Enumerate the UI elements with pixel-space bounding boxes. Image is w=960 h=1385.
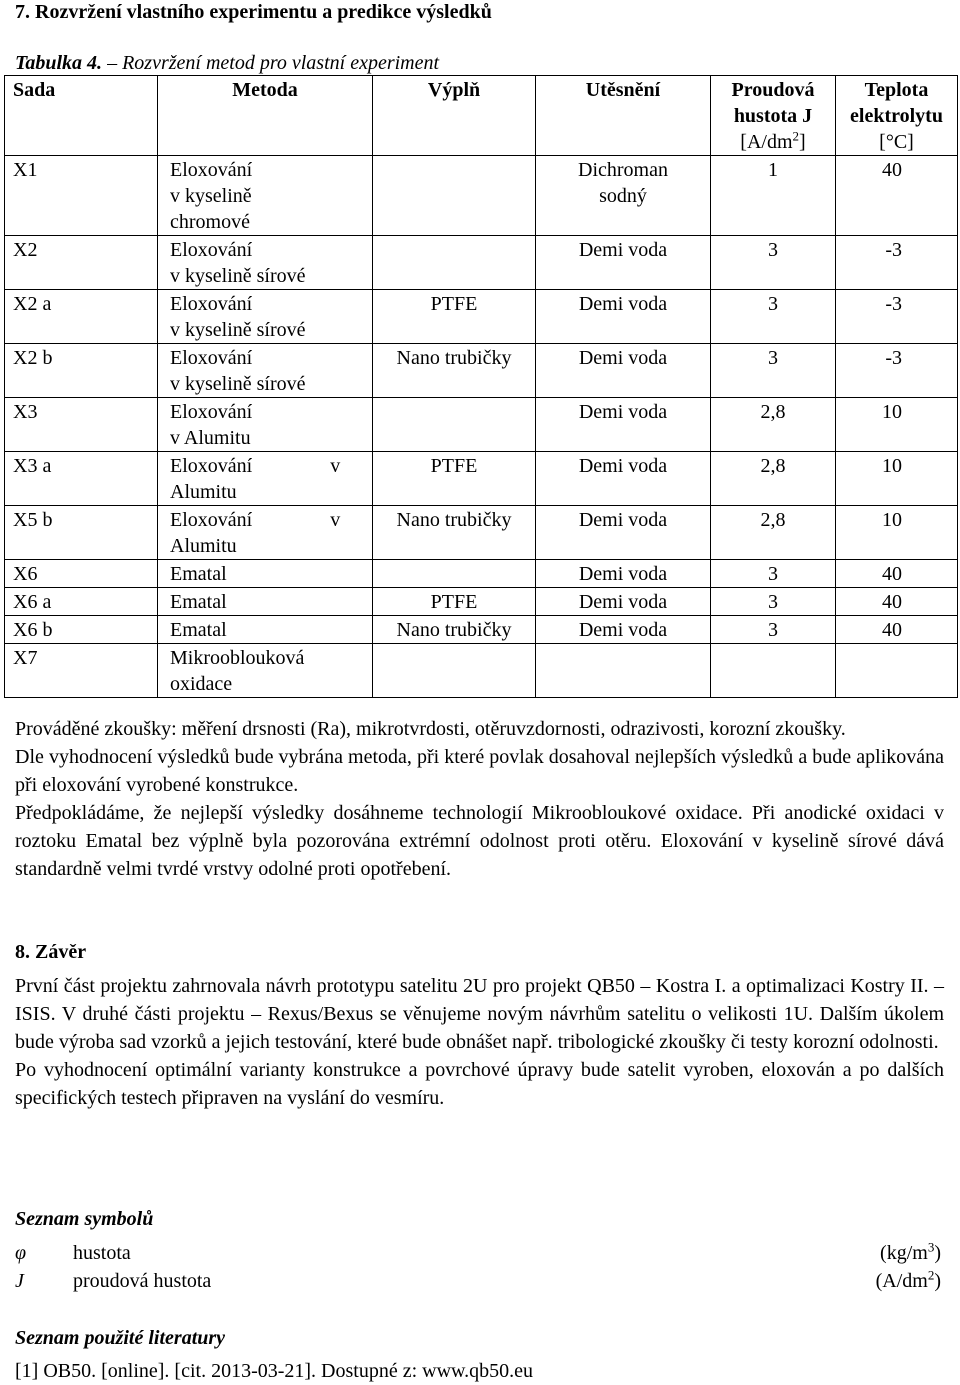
- cell-utesneni: [536, 616, 711, 644]
- cell-j-text: 2,8: [760, 455, 786, 477]
- cell-sada: [5, 616, 158, 644]
- cell-teplota: [836, 644, 958, 698]
- cell-sada: [5, 344, 158, 398]
- table-caption: [15, 51, 439, 75]
- header-vypln: Výplň: [373, 76, 536, 156]
- cell-utesneni: [536, 290, 711, 344]
- cell-metoda: [158, 644, 373, 698]
- cell-teplota: [836, 344, 958, 398]
- cell-sada: [5, 560, 158, 588]
- cell-utesneni: [536, 560, 711, 588]
- table-row: [5, 156, 958, 236]
- cell-proudova-hustota: [711, 344, 836, 398]
- table-caption-label: Tabulka 4.: [15, 52, 103, 74]
- cell-t-text: -3: [885, 239, 902, 261]
- header-teplota-unit: [°C]: [879, 131, 914, 153]
- cell-proudova-hustota: [711, 616, 836, 644]
- cell-metoda-text: v kyselině sírové: [170, 265, 306, 287]
- cell-utesneni-text: Dichroman: [578, 159, 668, 181]
- table-row: [5, 236, 958, 290]
- cell-j-text: 2,8: [760, 509, 786, 531]
- cell-utesneni-text: Demi voda: [578, 619, 668, 641]
- table-row: [5, 398, 958, 452]
- cell-vypln: [373, 560, 536, 588]
- paragraph-conclusion-1: První část projektu zahrnovala návrh prototypu satelitu 2U pro projekt QB50 – Kostra I. a optimalizaci Kostry II. – ISIS. V druhé části projektu – Rexus/Bexus se věnujeme novým návrhům satelitu o velikosti 1U. Dalším úkolem bude výroba sad vzorků a jejich testování, které bude obnášet např. tribologické zkoušky či testy korozní odolnosti.: [15, 975, 944, 1053]
- cell-t-text: 40: [882, 591, 902, 613]
- cell-sada-text: X1: [13, 159, 38, 181]
- cell-vypln: [373, 452, 536, 506]
- cell-metoda-text: v: [330, 455, 341, 477]
- cell-metoda-text: Ematal: [170, 591, 227, 613]
- cell-j-text: 3: [768, 347, 778, 369]
- table-row: [5, 588, 958, 616]
- paragraph-evaluation: Dle vyhodnocení výsledků bude vybrána metoda, při které povlak dosahoval nejlepších výsledků a bude aplikována při eloxování vyrobené konstrukce.: [15, 746, 944, 796]
- cell-metoda: [158, 588, 373, 616]
- symbol-char: φ: [15, 1242, 27, 1264]
- table-caption-text: – Rozvržení metod pro vlastní experiment: [102, 52, 440, 74]
- cell-metoda-text: v Alumitu: [170, 427, 251, 449]
- cell-proudova-hustota: [711, 398, 836, 452]
- cell-metoda-text: Eloxování: [170, 509, 253, 531]
- cell-proudova-hustota: [711, 156, 836, 236]
- cell-proudova-hustota: [711, 236, 836, 290]
- cell-sada: [5, 644, 158, 698]
- cell-metoda-text: v kyselině sírové: [170, 373, 306, 395]
- header-teplota-line1: Teplota: [864, 79, 929, 101]
- table-row: [5, 452, 958, 506]
- cell-proudova-hustota: [711, 588, 836, 616]
- cell-metoda-text: Alumitu: [170, 481, 237, 503]
- cell-metoda-text: Eloxování: [170, 159, 253, 181]
- cell-vypln: [373, 616, 536, 644]
- header-teplota-line2: elektrolytu: [850, 105, 943, 127]
- cell-utesneni-text: Demi voda: [578, 509, 668, 531]
- header-proudova-line2: hustota J: [733, 105, 813, 127]
- cell-vypln: [373, 506, 536, 560]
- cell-metoda: [158, 452, 373, 506]
- header-proudova-unit: $[A/dm^2]$: [740, 128, 806, 153]
- cell-t-text: -3: [885, 347, 902, 369]
- symbol-name: hustota: [73, 1242, 131, 1264]
- cell-proudova-hustota: [711, 644, 836, 698]
- cell-utesneni-text: sodný: [599, 185, 647, 207]
- cell-utesneni-text: Demi voda: [578, 401, 668, 423]
- cell-j-text: 3: [768, 619, 778, 641]
- cell-metoda-text: Eloxování: [170, 455, 253, 477]
- cell-teplota: [836, 236, 958, 290]
- paragraph-prediction: Předpokládáme, že nejlepší výsledky dosáhneme technologií Mikroobloukové oxidace. Při anodické oxidaci v roztoku Ematal bez výplně byla pozorována extrémní odolnost proti otěru. Eloxování v kyselině sírové dává standardně velmi tvrdé vrstvy odolné proti opotřebení.: [15, 802, 944, 880]
- cell-t-text: 10: [882, 455, 902, 477]
- cell-sada-text: X3: [13, 401, 38, 423]
- cell-vypln: [373, 236, 536, 290]
- cell-vypln: [373, 344, 536, 398]
- cell-metoda: [158, 236, 373, 290]
- cell-metoda: [158, 156, 373, 236]
- cell-sada: [5, 398, 158, 452]
- cell-metoda-text: Eloxování: [170, 347, 253, 369]
- symbol-row: [15, 1267, 941, 1295]
- table-row: [5, 560, 958, 588]
- cell-utesneni: [536, 452, 711, 506]
- cell-metoda: [158, 560, 373, 588]
- cell-j-text: 3: [768, 591, 778, 613]
- cell-t-text: 10: [882, 401, 902, 423]
- cell-metoda-line: [170, 453, 372, 479]
- cell-metoda-text: oxidace: [170, 673, 233, 695]
- table-row: [5, 644, 958, 698]
- cell-vypln-text: Nano trubičky: [396, 509, 512, 531]
- header-proudova-hustota: [711, 76, 836, 156]
- cell-metoda-text: v kyselině sírové: [170, 319, 306, 341]
- cell-metoda-text: Mikrooblouková: [170, 647, 305, 669]
- cell-metoda-text: Eloxování: [170, 293, 253, 315]
- cell-metoda-text: Alumitu: [170, 535, 237, 557]
- literature-heading: Seznam použité literatury: [15, 1327, 226, 1349]
- cell-vypln: [373, 398, 536, 452]
- table-row: [5, 616, 958, 644]
- cell-t-text: 10: [882, 509, 902, 531]
- cell-metoda-line: [170, 507, 372, 533]
- cell-teplota: [836, 588, 958, 616]
- cell-metoda: [158, 398, 373, 452]
- header-teplota: [836, 76, 958, 156]
- cell-proudova-hustota: [711, 452, 836, 506]
- section-8-heading: 8. Závěr: [15, 941, 87, 963]
- cell-metoda: [158, 290, 373, 344]
- symbol-unit: $(kg/m^3)$: [880, 1239, 941, 1264]
- table-row: [5, 344, 958, 398]
- cell-utesneni-text: Demi voda: [578, 563, 668, 585]
- cell-t-text: 40: [882, 563, 902, 585]
- cell-proudova-hustota: [711, 560, 836, 588]
- reference-item: [1] OB50. [online]. [cit. 2013-03-21]. Dostupné z: www.qb50.eu: [15, 1360, 534, 1382]
- cell-utesneni: [536, 506, 711, 560]
- symbol-name: proudová hustota: [73, 1270, 212, 1292]
- cell-t-text: 40: [882, 619, 902, 641]
- cell-sada-text: X6 a: [13, 591, 52, 613]
- cell-sada-text: X5 b: [13, 509, 53, 531]
- cell-proudova-hustota: [711, 506, 836, 560]
- cell-vypln: [373, 290, 536, 344]
- paragraph-conclusion-2: Po vyhodnocení optimální varianty konstrukce a povrchové úpravy bude satelit vyroben, eloxován a po dalších specifických testech připraven na vyslání do vesmíru.: [15, 1059, 944, 1109]
- section-7-text: [15, 715, 944, 883]
- cell-sada-text: X2 a: [13, 293, 52, 315]
- cell-t-text: -3: [885, 293, 902, 315]
- cell-teplota: [836, 560, 958, 588]
- cell-sada-text: X2: [13, 239, 38, 261]
- cell-utesneni-text: Demi voda: [578, 239, 668, 261]
- cell-proudova-hustota: [711, 290, 836, 344]
- cell-utesneni: [536, 644, 711, 698]
- cell-sada-text: X6: [13, 563, 38, 585]
- cell-teplota: [836, 506, 958, 560]
- cell-t-text: 40: [882, 159, 902, 181]
- cell-metoda: [158, 506, 373, 560]
- table-header-row: [5, 76, 958, 156]
- cell-metoda-text: Eloxování: [170, 401, 253, 423]
- cell-vypln-text: PTFE: [430, 293, 478, 315]
- table-row: [5, 506, 958, 560]
- symbols-heading: Seznam symbolů: [15, 1208, 154, 1230]
- cell-utesneni: [536, 398, 711, 452]
- cell-metoda-text: Ematal: [170, 563, 227, 585]
- cell-sada-text: X3 a: [13, 455, 52, 477]
- section-8-text: [15, 972, 944, 1112]
- cell-metoda-text: v kyselině: [170, 185, 252, 207]
- paragraph-tests: Prováděné zkoušky: měření drsnosti (Ra), mikrotvrdosti, otěruvzdornosti, odrazivosti, korozní zkoušky.: [15, 718, 846, 740]
- cell-utesneni-text: Demi voda: [578, 347, 668, 369]
- cell-utesneni: [536, 588, 711, 616]
- cell-utesneni: [536, 236, 711, 290]
- header-metoda: Metoda: [158, 76, 373, 156]
- cell-utesneni-text: Demi voda: [578, 455, 668, 477]
- cell-teplota: [836, 616, 958, 644]
- header-utesneni: Utěsnění: [536, 76, 711, 156]
- header-proudova-line1: Proudová: [731, 79, 815, 101]
- cell-vypln: [373, 644, 536, 698]
- cell-sada: [5, 452, 158, 506]
- symbol-row: [15, 1239, 941, 1267]
- cell-vypln-text: PTFE: [430, 455, 478, 477]
- cell-sada: [5, 290, 158, 344]
- cell-metoda-text: Ematal: [170, 619, 227, 641]
- cell-utesneni-text: Demi voda: [578, 293, 668, 315]
- cell-sada-text: X6 b: [13, 619, 53, 641]
- cell-sada: [5, 506, 158, 560]
- section-7-heading: 7. Rozvržení vlastního experimentu a predikce výsledků: [15, 1, 492, 23]
- cell-j-text: 2,8: [760, 401, 786, 423]
- cell-j-text: 3: [768, 239, 778, 261]
- cell-sada-text: X7: [13, 647, 38, 669]
- cell-j-text: 1: [768, 159, 778, 181]
- cell-metoda: [158, 616, 373, 644]
- cell-sada: [5, 156, 158, 236]
- cell-vypln: [373, 588, 536, 616]
- cell-vypln-text: Nano trubičky: [396, 619, 512, 641]
- cell-teplota: [836, 290, 958, 344]
- table-row: [5, 290, 958, 344]
- cell-j-text: 3: [768, 293, 778, 315]
- cell-vypln-text: PTFE: [430, 591, 478, 613]
- symbol-char: J: [15, 1270, 24, 1292]
- cell-sada: [5, 588, 158, 616]
- cell-teplota: [836, 452, 958, 506]
- cell-sada-text: X2 b: [13, 347, 53, 369]
- cell-teplota: [836, 156, 958, 236]
- cell-metoda: [158, 344, 373, 398]
- symbol-unit: $(A/dm^2)$: [875, 1267, 941, 1292]
- cell-metoda-text: chromové: [170, 211, 250, 233]
- cell-utesneni: [536, 344, 711, 398]
- cell-utesneni: [536, 156, 711, 236]
- cell-sada: [5, 236, 158, 290]
- cell-utesneni-text: Demi voda: [578, 591, 668, 613]
- cell-teplota: [836, 398, 958, 452]
- methods-table: [4, 75, 958, 698]
- cell-metoda-text: v: [330, 509, 341, 531]
- cell-metoda-text: Eloxování: [170, 239, 253, 261]
- cell-vypln-text: Nano trubičky: [396, 347, 512, 369]
- cell-vypln: [373, 156, 536, 236]
- cell-j-text: 3: [768, 563, 778, 585]
- header-sada: Sada: [5, 76, 158, 156]
